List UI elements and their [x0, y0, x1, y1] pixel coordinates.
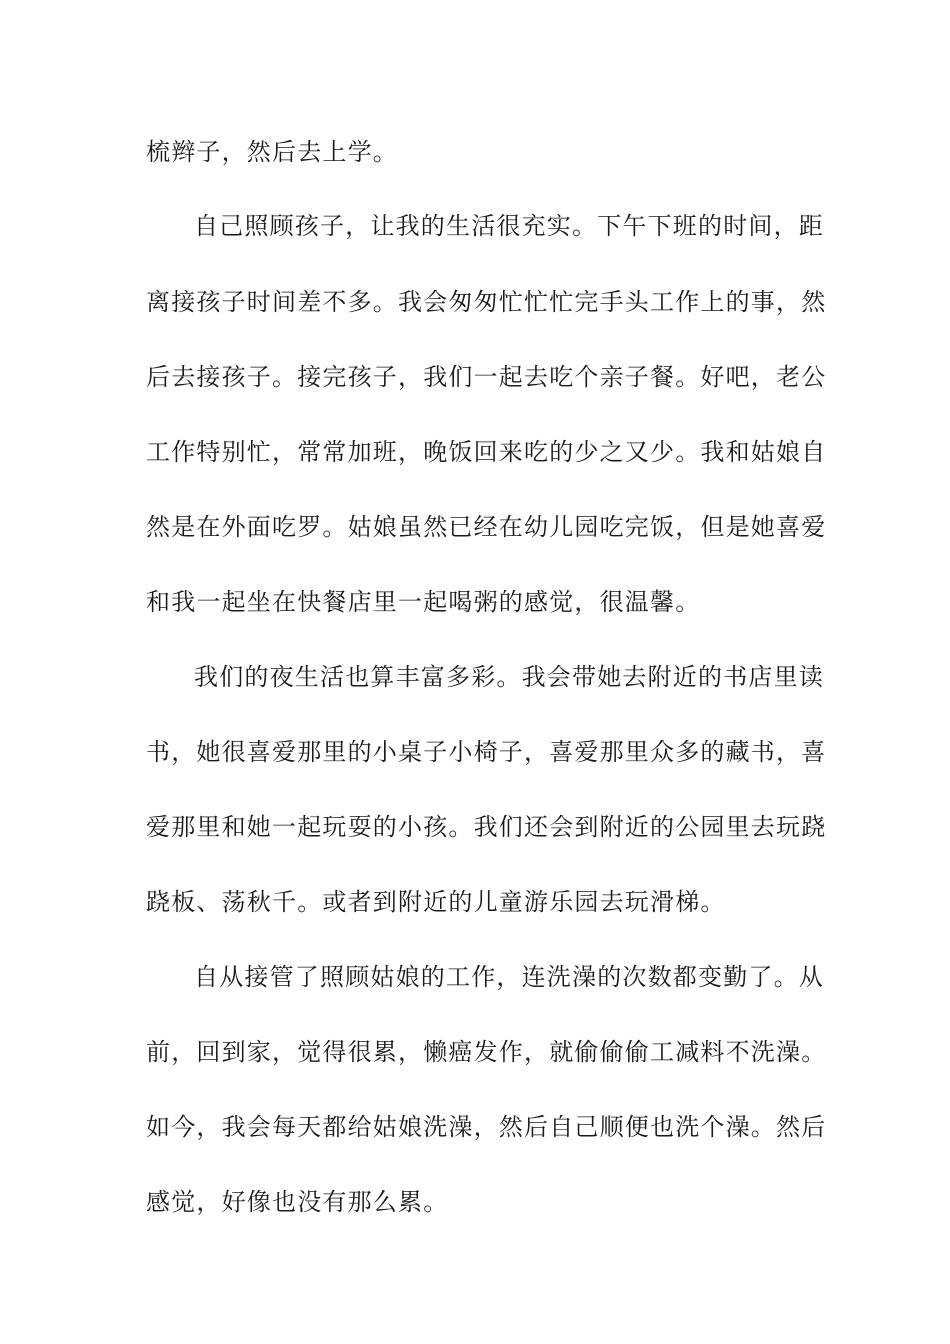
text-line: 工作特别忙，常常加班，晚饭回来吃的少之又少。我和姑娘自 — [146, 438, 827, 466]
text-line: 梳辫子，然后去上学。 — [146, 138, 398, 166]
text-line: 后去接孩子。接完孩子，我们一起去吃个亲子餐。好吧，老公 — [146, 363, 827, 391]
text-line: 书，她很喜爱那里的小桌子小椅子，喜爱那里众多的藏书，喜 — [146, 738, 827, 766]
text-line: 前，回到家，觉得很累，懒癌发作，就偷偷偷工减料不洗澡。 — [146, 1038, 827, 1066]
paragraph-first-line: 自己照顾孩子，让我的生活很充实。下午下班的时间，距 — [194, 212, 824, 240]
text-line: 如今，我会每天都给姑娘洗澡，然后自己顺便也洗个澡。然后 — [146, 1113, 827, 1141]
text-line: 然是在外面吃罗。姑娘虽然已经在幼儿园吃完饭，但是她喜爱 — [146, 513, 827, 541]
paragraph-first-line: 我们的夜生活也算丰富多彩。我会带她去附近的书店里读 — [194, 663, 824, 691]
text-line: 离接孩子时间差不多。我会匆匆忙忙忙完手头工作上的事，然 — [146, 288, 827, 316]
text-line: 跷板、荡秋千。或者到附近的儿童游乐园去玩滑梯。 — [146, 888, 726, 916]
text-line: 和我一起坐在快餐店里一起喝粥的感觉，很温馨。 — [146, 588, 701, 616]
text-line: 爱那里和她一起玩耍的小孩。我们还会到附近的公园里去玩跷 — [146, 813, 827, 841]
text-line: 感觉，好像也没有那么累。 — [146, 1188, 449, 1216]
paragraph-first-line: 自从接管了照顾姑娘的工作，连洗澡的次数都变勤了。从 — [194, 963, 824, 991]
